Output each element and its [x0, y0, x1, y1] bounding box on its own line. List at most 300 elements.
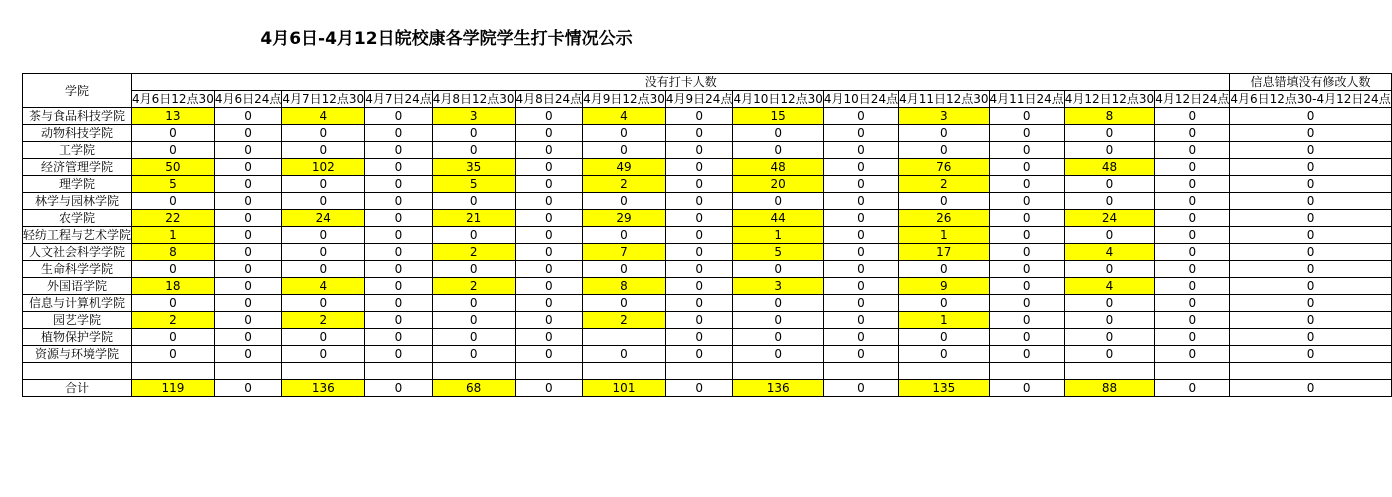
value-cell: 0 [365, 125, 433, 142]
total-label: 合计 [23, 380, 132, 397]
value-cell: 0 [1230, 210, 1391, 227]
value-cell: 0 [1064, 142, 1154, 159]
college-name: 农学院 [23, 210, 132, 227]
value-cell: 0 [214, 176, 282, 193]
value-cell: 20 [733, 176, 823, 193]
value-cell: 29 [583, 210, 666, 227]
value-cell: 136 [282, 380, 365, 397]
college-header: 学院 [23, 74, 132, 108]
table-row [23, 329, 1392, 346]
value-cell: 0 [1155, 108, 1230, 125]
value-cell: 0 [665, 380, 733, 397]
value-cell: 0 [515, 261, 583, 278]
value-cell: 0 [823, 346, 898, 363]
value-cell: 0 [823, 193, 898, 210]
college-name: 生命科学学院 [23, 261, 132, 278]
value-cell: 0 [823, 278, 898, 295]
value-cell: 0 [989, 210, 1064, 227]
date-column-header: 4月9日12点30 [583, 92, 665, 106]
date-column-header: 4月11日24点 [989, 92, 1064, 106]
college-name: 园艺学院 [23, 312, 132, 329]
value-cell: 4 [282, 278, 365, 295]
value-cell: 0 [1155, 295, 1230, 312]
value-cell: 0 [214, 142, 282, 159]
value-cell: 0 [1230, 244, 1391, 261]
value-cell: 3 [432, 108, 515, 125]
value-cell: 0 [1064, 193, 1154, 210]
value-cell: 0 [515, 312, 583, 329]
date-column-header: 4月6日12点30 [132, 92, 214, 106]
value-cell: 0 [214, 210, 282, 227]
value-cell: 0 [665, 329, 733, 346]
value-cell: 0 [899, 329, 989, 346]
value-cell: 0 [1155, 380, 1230, 397]
empty-cell [515, 363, 583, 380]
value-cell: 2 [432, 244, 515, 261]
value-cell: 5 [733, 244, 823, 261]
value-cell: 0 [1064, 227, 1154, 244]
value-cell: 0 [989, 176, 1064, 193]
empty-cell [365, 363, 433, 380]
table-row [23, 159, 1392, 176]
value-cell: 0 [432, 261, 515, 278]
value-cell: 119 [132, 380, 215, 397]
value-cell: 0 [733, 142, 823, 159]
value-cell: 24 [282, 210, 365, 227]
value-cell: 0 [432, 142, 515, 159]
value-cell: 0 [214, 380, 282, 397]
college-name: 植物保护学院 [23, 329, 132, 346]
value-cell: 0 [515, 193, 583, 210]
value-cell: 0 [515, 142, 583, 159]
value-cell: 0 [214, 278, 282, 295]
value-cell: 0 [899, 193, 989, 210]
value-cell: 0 [989, 278, 1064, 295]
checkin-table [22, 73, 1392, 397]
value-cell: 50 [132, 159, 215, 176]
value-cell: 0 [1155, 159, 1230, 176]
value-cell: 0 [282, 261, 365, 278]
value-cell: 2 [583, 176, 666, 193]
no-checkin-group-header: 没有打卡人数 [132, 74, 1230, 91]
value-cell: 0 [989, 295, 1064, 312]
value-cell: 0 [132, 142, 215, 159]
value-cell: 0 [365, 227, 433, 244]
value-cell: 22 [132, 210, 215, 227]
value-cell: 0 [733, 193, 823, 210]
value-cell: 0 [515, 244, 583, 261]
value-cell: 0 [214, 346, 282, 363]
value-cell: 76 [899, 159, 989, 176]
value-cell: 0 [132, 261, 215, 278]
value-cell: 0 [1155, 278, 1230, 295]
value-cell: 3 [899, 108, 989, 125]
value-cell: 88 [1064, 380, 1154, 397]
value-cell: 0 [282, 227, 365, 244]
value-cell: 0 [733, 329, 823, 346]
value-cell: 0 [583, 125, 666, 142]
value-cell: 4 [1064, 278, 1154, 295]
value-cell: 0 [365, 329, 433, 346]
value-cell: 0 [989, 261, 1064, 278]
value-cell: 0 [214, 125, 282, 142]
value-cell: 0 [823, 210, 898, 227]
empty-cell [23, 363, 132, 380]
empty-cell [665, 363, 733, 380]
value-cell: 0 [665, 278, 733, 295]
value-cell: 0 [365, 142, 433, 159]
value-cell: 0 [1230, 227, 1391, 244]
page-title: 4月6日-4月12日皖校康各学院学生打卡情况公示 [260, 29, 633, 49]
table-row [23, 227, 1392, 244]
value-cell: 24 [1064, 210, 1154, 227]
value-cell: 0 [282, 176, 365, 193]
value-cell: 0 [214, 295, 282, 312]
value-cell: 68 [432, 380, 515, 397]
value-cell: 0 [665, 227, 733, 244]
value-cell: 0 [365, 261, 433, 278]
value-cell: 0 [365, 244, 433, 261]
value-cell: 9 [899, 278, 989, 295]
value-cell: 0 [1230, 142, 1391, 159]
value-cell: 0 [515, 227, 583, 244]
value-cell: 0 [1155, 176, 1230, 193]
value-cell: 0 [1064, 312, 1154, 329]
value-cell: 0 [1230, 346, 1391, 363]
value-cell: 4 [282, 108, 365, 125]
empty-cell [583, 363, 666, 380]
value-cell: 0 [432, 193, 515, 210]
value-cell: 0 [1064, 295, 1154, 312]
value-cell: 0 [583, 295, 666, 312]
empty-cell [214, 363, 282, 380]
value-cell: 0 [1155, 261, 1230, 278]
value-cell: 48 [1064, 159, 1154, 176]
date-column-header: 4月7日12点30 [282, 92, 365, 106]
college-name: 资源与环境学院 [23, 346, 132, 363]
college-name: 理学院 [23, 176, 132, 193]
value-cell: 0 [282, 125, 365, 142]
value-cell: 0 [1064, 176, 1154, 193]
empty-cell [1155, 363, 1230, 380]
value-cell: 0 [899, 346, 989, 363]
value-cell: 0 [132, 193, 215, 210]
value-cell: 0 [733, 125, 823, 142]
value-cell: 49 [583, 159, 666, 176]
college-name: 茶与食品科技学院 [23, 108, 132, 125]
value-cell: 0 [214, 329, 282, 346]
college-name: 外国语学院 [23, 278, 132, 295]
value-cell: 0 [899, 125, 989, 142]
value-cell: 18 [132, 278, 215, 295]
value-cell: 0 [515, 125, 583, 142]
value-cell [583, 329, 666, 346]
college-name: 人文社会科学学院 [23, 244, 132, 261]
value-cell: 0 [899, 142, 989, 159]
value-cell: 0 [823, 176, 898, 193]
value-cell: 0 [282, 142, 365, 159]
value-cell: 0 [989, 329, 1064, 346]
date-column-header: 4月12日12点30 [1064, 92, 1155, 106]
info-error-header: 信息错填没有修改人数 [1230, 74, 1391, 91]
college-name: 工学院 [23, 142, 132, 159]
value-cell: 8 [132, 244, 215, 261]
value-cell: 0 [282, 329, 365, 346]
table-row [23, 261, 1392, 278]
value-cell: 0 [989, 125, 1064, 142]
value-cell: 0 [1155, 312, 1230, 329]
value-cell: 7 [583, 244, 666, 261]
value-cell: 4 [583, 108, 666, 125]
value-cell: 0 [899, 261, 989, 278]
value-cell: 0 [214, 244, 282, 261]
value-cell: 0 [665, 159, 733, 176]
value-cell: 48 [733, 159, 823, 176]
value-cell: 0 [823, 261, 898, 278]
value-cell: 26 [899, 210, 989, 227]
value-cell: 0 [365, 346, 433, 363]
value-cell: 0 [733, 261, 823, 278]
value-cell: 0 [583, 261, 666, 278]
table-row [23, 210, 1392, 227]
value-cell: 0 [989, 108, 1064, 125]
college-name: 动物科技学院 [23, 125, 132, 142]
date-column-header: 4月10日24点 [823, 92, 899, 106]
value-cell: 0 [365, 176, 433, 193]
value-cell: 0 [1064, 329, 1154, 346]
value-cell: 1 [899, 227, 989, 244]
value-cell: 0 [1155, 329, 1230, 346]
value-cell: 0 [665, 142, 733, 159]
date-column-header: 4月7日24点 [365, 92, 432, 106]
value-cell: 0 [214, 159, 282, 176]
value-cell: 2 [282, 312, 365, 329]
value-cell: 0 [823, 125, 898, 142]
value-cell: 0 [515, 176, 583, 193]
value-cell: 0 [1230, 193, 1391, 210]
value-cell: 0 [665, 108, 733, 125]
value-cell: 0 [1064, 261, 1154, 278]
value-cell: 0 [1230, 176, 1391, 193]
value-cell: 0 [665, 312, 733, 329]
college-name: 信息与计算机学院 [23, 295, 132, 312]
value-cell: 0 [1230, 159, 1391, 176]
value-cell: 0 [1155, 227, 1230, 244]
value-cell: 0 [1155, 210, 1230, 227]
value-cell: 0 [132, 346, 215, 363]
value-cell: 0 [665, 193, 733, 210]
empty-cell [1230, 363, 1391, 380]
table-row [23, 346, 1392, 363]
value-cell: 0 [823, 312, 898, 329]
value-cell: 0 [365, 108, 433, 125]
value-cell: 0 [432, 329, 515, 346]
value-cell: 8 [583, 278, 666, 295]
value-cell: 2 [583, 312, 666, 329]
value-cell: 0 [132, 295, 215, 312]
college-name: 轻纺工程与艺术学院 [23, 228, 132, 242]
value-cell: 0 [282, 346, 365, 363]
value-cell: 0 [1230, 295, 1391, 312]
value-cell: 0 [823, 244, 898, 261]
value-cell: 0 [365, 312, 433, 329]
value-cell: 0 [989, 380, 1064, 397]
value-cell: 35 [432, 159, 515, 176]
date-column-header: 4月8日24点 [515, 92, 583, 106]
value-cell: 0 [989, 346, 1064, 363]
value-cell: 0 [733, 295, 823, 312]
value-cell: 0 [214, 227, 282, 244]
empty-cell [432, 363, 515, 380]
table-row [23, 193, 1392, 210]
value-cell: 0 [1230, 312, 1391, 329]
value-cell: 0 [515, 210, 583, 227]
empty-cell [823, 363, 898, 380]
table-row [23, 108, 1392, 125]
value-cell: 0 [282, 295, 365, 312]
value-cell: 0 [365, 380, 433, 397]
value-cell: 0 [1155, 142, 1230, 159]
value-cell: 0 [282, 193, 365, 210]
value-cell: 1 [132, 227, 215, 244]
value-cell: 1 [733, 227, 823, 244]
empty-cell [132, 363, 215, 380]
value-cell: 0 [432, 346, 515, 363]
value-cell: 0 [989, 193, 1064, 210]
value-cell: 0 [432, 227, 515, 244]
date-column-header: 4月11日12点30 [899, 92, 989, 106]
value-cell: 101 [583, 380, 666, 397]
value-cell: 0 [899, 295, 989, 312]
value-cell: 0 [823, 329, 898, 346]
value-cell: 0 [214, 261, 282, 278]
value-cell: 0 [665, 295, 733, 312]
date-column-header: 4月6日24点 [214, 92, 282, 106]
value-cell: 0 [1230, 380, 1391, 397]
value-cell: 44 [733, 210, 823, 227]
table-row [23, 176, 1392, 193]
value-cell: 3 [733, 278, 823, 295]
value-cell: 0 [515, 346, 583, 363]
value-cell: 0 [432, 125, 515, 142]
value-cell: 0 [823, 142, 898, 159]
value-cell: 0 [1064, 346, 1154, 363]
spacer-row [23, 363, 1392, 380]
value-cell: 0 [665, 210, 733, 227]
value-cell: 0 [432, 312, 515, 329]
value-cell: 0 [515, 380, 583, 397]
value-cell: 0 [1155, 125, 1230, 142]
value-cell: 0 [583, 193, 666, 210]
value-cell: 2 [432, 278, 515, 295]
value-cell: 0 [214, 312, 282, 329]
value-cell: 0 [823, 108, 898, 125]
value-cell: 0 [989, 312, 1064, 329]
value-cell: 0 [1064, 125, 1154, 142]
value-cell: 0 [282, 244, 365, 261]
table-row [23, 295, 1392, 312]
value-cell: 1 [899, 312, 989, 329]
value-cell: 0 [515, 108, 583, 125]
value-cell: 0 [1230, 125, 1391, 142]
empty-cell [1064, 363, 1154, 380]
value-cell: 102 [282, 159, 365, 176]
empty-cell [282, 363, 365, 380]
date-column-header: 4月10日12点30 [733, 92, 823, 106]
value-cell: 0 [823, 295, 898, 312]
value-cell: 0 [365, 278, 433, 295]
info-column-header: 4月6日12点30-4月12日24点 [1230, 92, 1391, 106]
table-row [23, 244, 1392, 261]
value-cell: 0 [1155, 244, 1230, 261]
empty-cell [989, 363, 1064, 380]
value-cell: 13 [132, 108, 215, 125]
college-name: 经济管理学院 [23, 159, 132, 176]
value-cell: 0 [1155, 346, 1230, 363]
value-cell: 0 [583, 346, 666, 363]
value-cell: 0 [823, 159, 898, 176]
value-cell: 0 [365, 159, 433, 176]
value-cell: 0 [583, 227, 666, 244]
value-cell: 21 [432, 210, 515, 227]
empty-cell [899, 363, 989, 380]
value-cell: 5 [132, 176, 215, 193]
table-row [23, 142, 1392, 159]
value-cell: 0 [515, 159, 583, 176]
value-cell: 0 [1230, 329, 1391, 346]
value-cell: 0 [989, 142, 1064, 159]
value-cell: 5 [432, 176, 515, 193]
value-cell: 135 [899, 380, 989, 397]
table-row [23, 278, 1392, 295]
value-cell: 0 [1230, 278, 1391, 295]
value-cell: 0 [1230, 261, 1391, 278]
value-cell: 17 [899, 244, 989, 261]
value-cell: 0 [583, 142, 666, 159]
value-cell: 0 [1155, 193, 1230, 210]
college-name: 林学与园林学院 [23, 193, 132, 210]
value-cell: 0 [132, 329, 215, 346]
date-column-header: 4月8日12点30 [432, 92, 515, 106]
value-cell: 0 [665, 176, 733, 193]
total-row [23, 380, 1392, 397]
value-cell: 0 [665, 261, 733, 278]
value-cell: 0 [733, 312, 823, 329]
value-cell: 0 [365, 210, 433, 227]
value-cell: 0 [365, 295, 433, 312]
value-cell: 2 [899, 176, 989, 193]
date-column-header: 4月12日24点 [1155, 92, 1230, 106]
empty-cell [733, 363, 823, 380]
value-cell: 0 [823, 380, 898, 397]
value-cell: 0 [214, 108, 282, 125]
value-cell: 0 [989, 244, 1064, 261]
value-cell: 15 [733, 108, 823, 125]
value-cell: 2 [132, 312, 215, 329]
date-column-header: 4月9日24点 [665, 92, 733, 106]
value-cell: 4 [1064, 244, 1154, 261]
value-cell: 0 [665, 244, 733, 261]
table-row [23, 312, 1392, 329]
value-cell: 0 [132, 125, 215, 142]
value-cell: 0 [515, 295, 583, 312]
value-cell: 8 [1064, 108, 1154, 125]
value-cell: 0 [1230, 108, 1391, 125]
value-cell: 0 [989, 227, 1064, 244]
value-cell: 0 [665, 346, 733, 363]
value-cell: 0 [823, 227, 898, 244]
value-cell: 0 [989, 159, 1064, 176]
